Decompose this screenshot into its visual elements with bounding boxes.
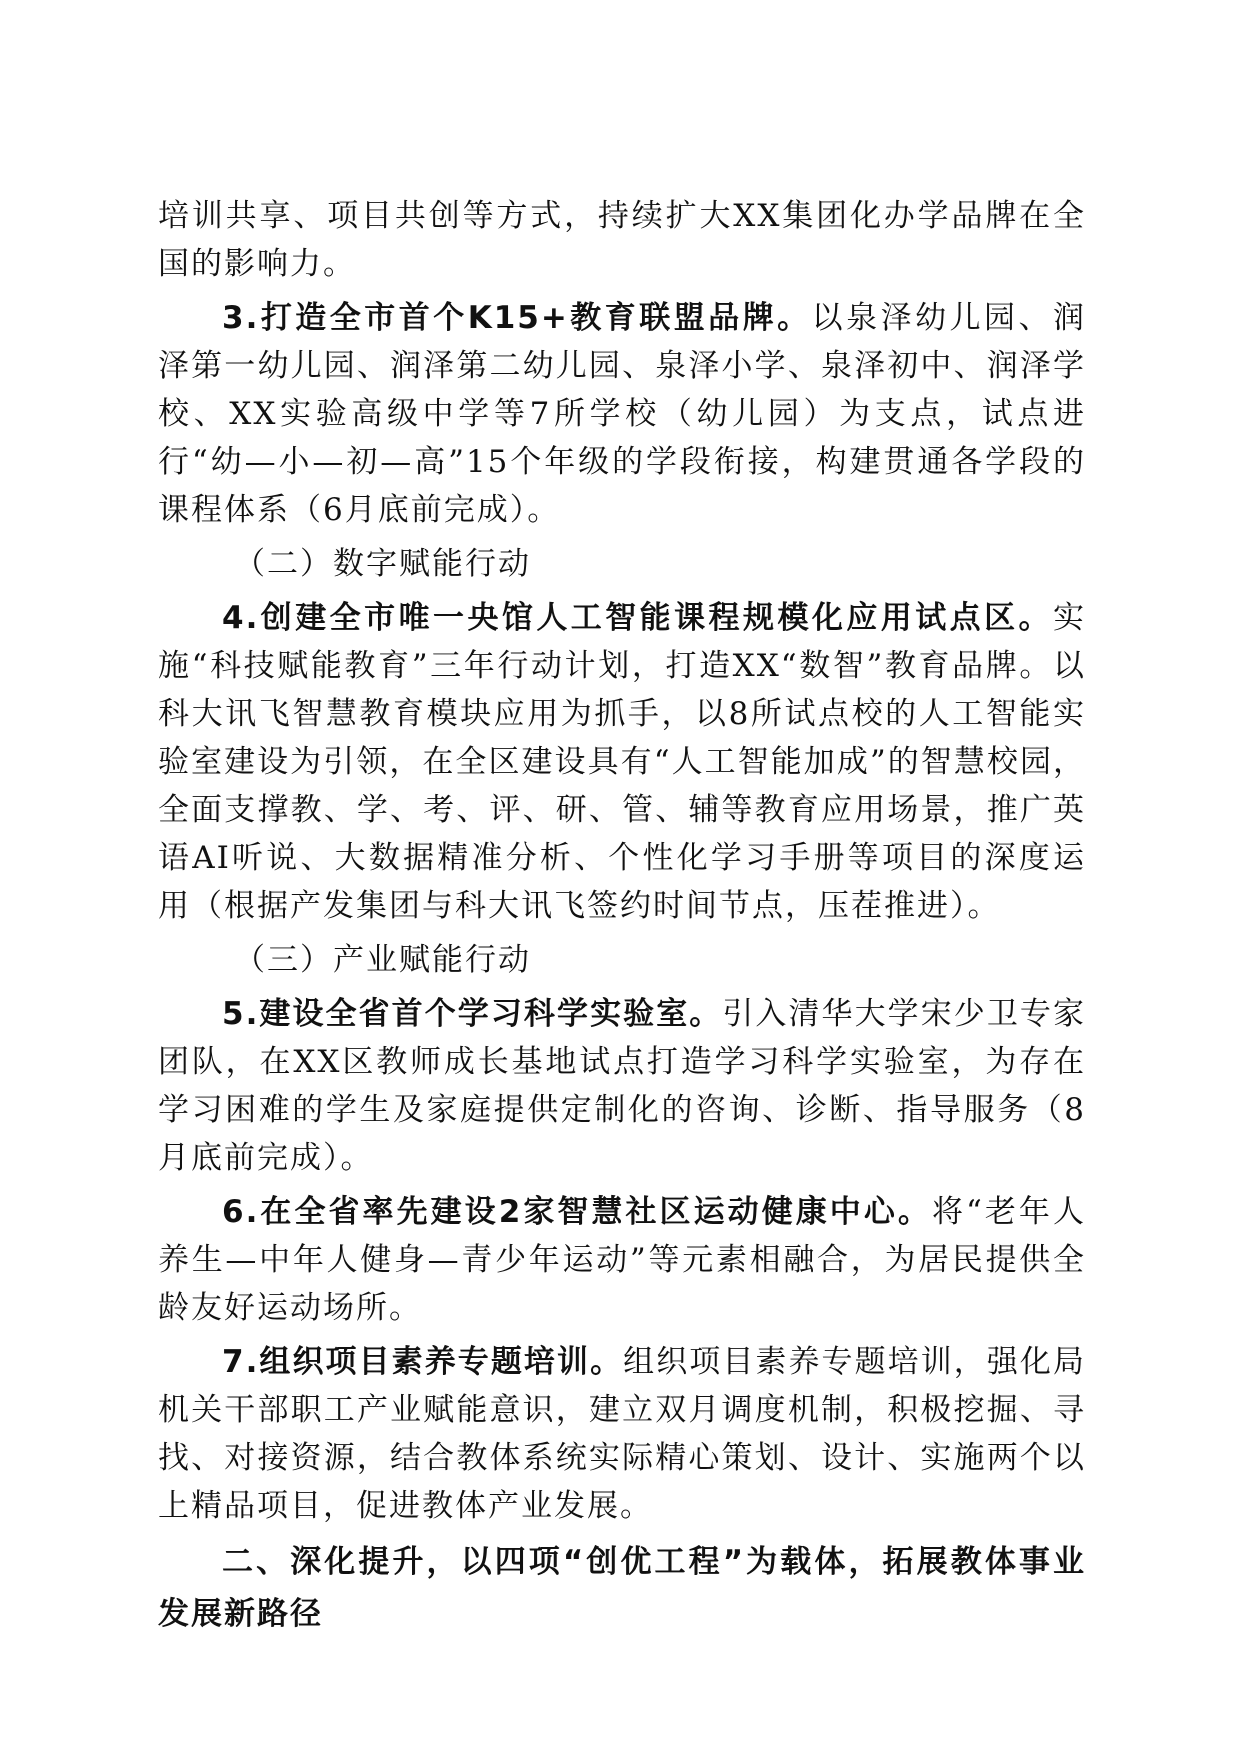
item-4-body: 实施“科技赋能教育”三年行动计划，打造XX“数智”教育品牌。以科大讯飞智慧教育模块应用为抓手，以8所试点校的人工智能实验室建设为引领，在全区建设具有“人工智能加成”的智慧校园，全面支撑教、学、考、评、研、管、辅等教育应用场景，推广英语AI听说、大数据精准分析、个性化学习手册等项目的深度运用（根据产发集团与科大讯飞签约时间节点，压茬推进）。 bbox=[158, 600, 1086, 924]
item-6-lead: 6.在全省率先建设2家智慧社区运动健康中心。 bbox=[222, 1194, 932, 1230]
section-digital-empowerment: （二）数字赋能行动 bbox=[234, 546, 531, 582]
item-5-paragraph bbox=[158, 990, 1086, 1182]
item-7-paragraph bbox=[158, 1338, 1086, 1530]
item-4-paragraph bbox=[158, 594, 1086, 930]
item-4-lead: 4.创建全市唯一央馆人工智能课程规模化应用试点区。 bbox=[222, 600, 1053, 636]
item-3-paragraph bbox=[158, 294, 1086, 534]
item-3-body: 以泉泽幼儿园、润泽第一幼儿园、润泽第二幼儿园、泉泽小学、泉泽初中、润泽学校、XX实验高级中学等7所学校（幼儿园）为支点，试点进行“幼—小—初—高”15个年级的学段衔接，构建贯通各学段的课程体系（6月底前完成）。 bbox=[158, 300, 1087, 528]
item-7-body: 组织项目素养专题培训，强化局机关干部职工产业赋能意识，建立双月调度机制，积极挖掘、寻找、对接资源，结合教体系统实际精心策划、设计、实施两个以上精品项目，促进教体产业发展。 bbox=[158, 1344, 1086, 1524]
intro-paragraph: 培训共享、项目共创等方式，持续扩大XX集团化办学品牌在全国的影响力。 bbox=[158, 198, 1086, 282]
item-5-body: 引入清华大学宋少卫专家团队，在XX区教师成长基地试点打造学习科学实验室，为存在学习困难的学生及家庭提供定制化的咨询、诊断、指导服务（8月底前完成）。 bbox=[158, 996, 1086, 1176]
item-5-lead: 5.建设全省首个学习科学实验室。 bbox=[222, 996, 723, 1032]
item-6-paragraph bbox=[158, 1188, 1086, 1332]
section-industry-empowerment: （三）产业赋能行动 bbox=[234, 942, 531, 978]
item-7-lead: 7.组织项目素养专题培训。 bbox=[222, 1344, 624, 1380]
document-page bbox=[158, 192, 1086, 1640]
item-6-body: 将“老年人养生—中年人健身—青少年运动”等元素相融合，为居民提供全龄友好运动场所。 bbox=[158, 1194, 1086, 1326]
section-heading-two: 二、深化提升，以四项“创优工程”为载体，拓展教体事业发展新路径 bbox=[158, 1544, 1086, 1632]
item-3-lead: 3.打造全市首个K15+教育联盟品牌。 bbox=[222, 300, 812, 336]
